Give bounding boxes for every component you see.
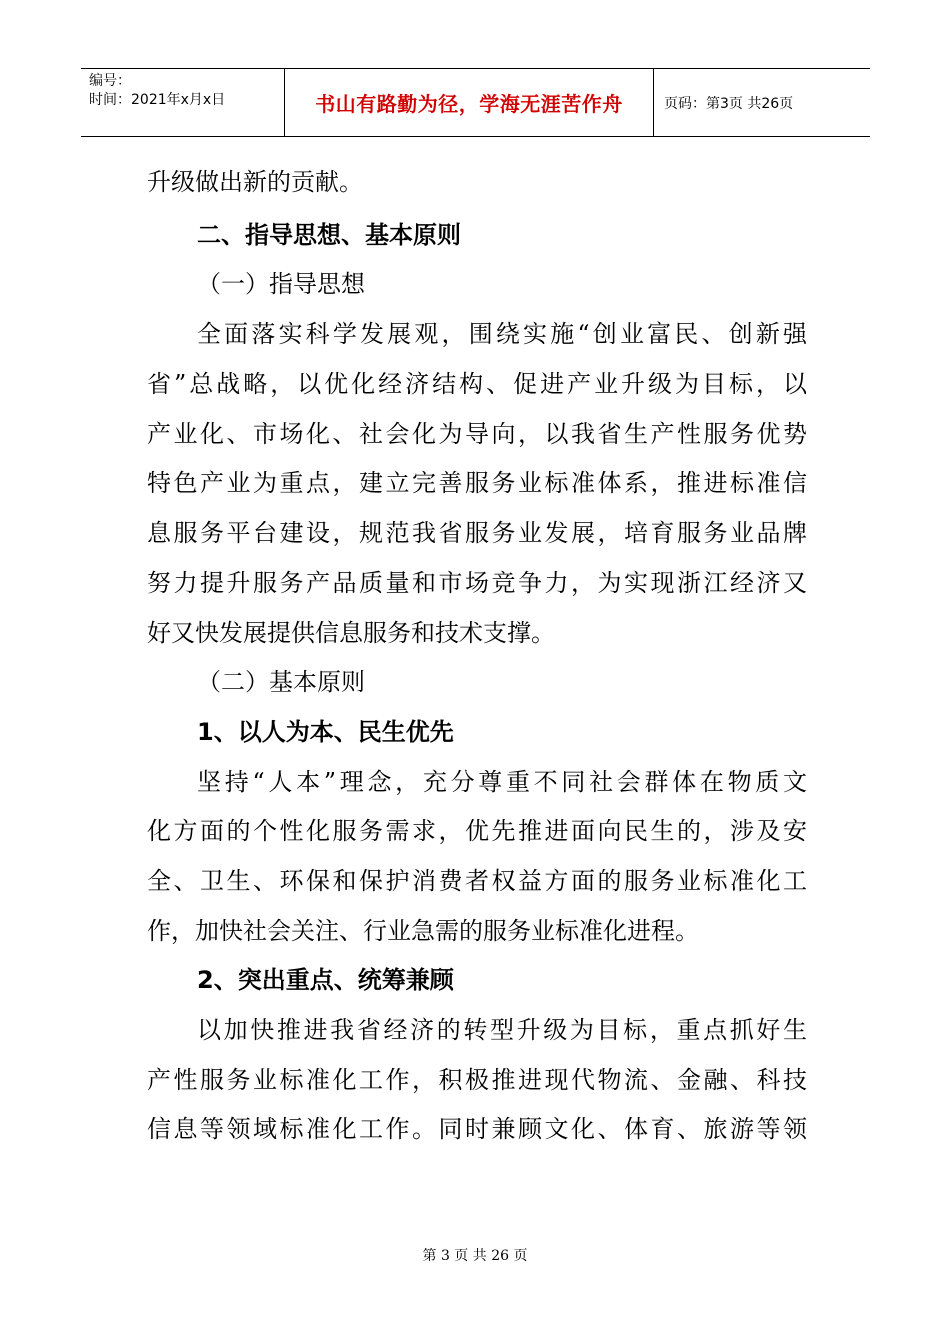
body-line: 全、卫生、环保和保护消费者权益方面的服务业标准化工: [147, 867, 807, 895]
item-heading: 2、突出重点、统筹兼顾: [197, 966, 454, 994]
body-line: 息服务平台建设，规范我省服务业发展，培育服务业品牌: [147, 519, 807, 547]
body-line: 特色产业为重点，建立完善服务业标准体系，推进标准信: [147, 469, 807, 497]
body-line: 好又快发展提供信息服务和技术支撑。: [147, 619, 555, 647]
body-line: 全面落实科学发展观，围绕实施“创业富民、创新强: [197, 320, 807, 348]
header-table: [81, 68, 870, 137]
body-line: 化方面的个性化服务需求，优先推进面向民生的，涉及安: [147, 817, 807, 845]
header-motto: 书山有路勤为径，学海无涯苦作舟: [284, 69, 654, 136]
section-heading: 二、指导思想、基本原则: [197, 221, 461, 249]
page-footer: 第 3 页 共 26 页: [422, 1248, 528, 1264]
item-heading: 1、以人为本、民生优先: [197, 718, 454, 746]
header-page-label: 页码：第3页 共26页: [664, 95, 794, 112]
body-line: 升级做出新的贡献。: [147, 168, 363, 196]
body-line: 努力提升服务产品质量和市场竞争力，为实现浙江经济又: [147, 569, 807, 597]
subsection-heading: （二）基本原则: [197, 668, 365, 696]
number-label: 编号：: [89, 73, 131, 89]
body-line: 信息等领域标准化工作。同时兼顾文化、体育、旅游等领: [147, 1115, 807, 1143]
date-label: 时间：2021年x月x日: [89, 92, 226, 108]
body-line: 省”总战略，以优化经济结构、促进产业升级为目标，以: [147, 370, 807, 398]
header-meta: [81, 69, 284, 136]
body-line: 以加快推进我省经济的转型升级为目标，重点抓好生: [197, 1016, 807, 1044]
body-line: 产业化、市场化、社会化为导向，以我省生产性服务优势: [147, 420, 807, 448]
subsection-heading: （一）指导思想: [197, 270, 365, 298]
body-line: 产性服务业标准化工作，积极推进现代物流、金融、科技: [147, 1066, 807, 1094]
body-line: 坚持“人本”理念，充分尊重不同社会群体在物质文: [197, 768, 807, 796]
body-line: 作，加快社会关注、行业急需的服务业标准化进程。: [147, 917, 699, 945]
